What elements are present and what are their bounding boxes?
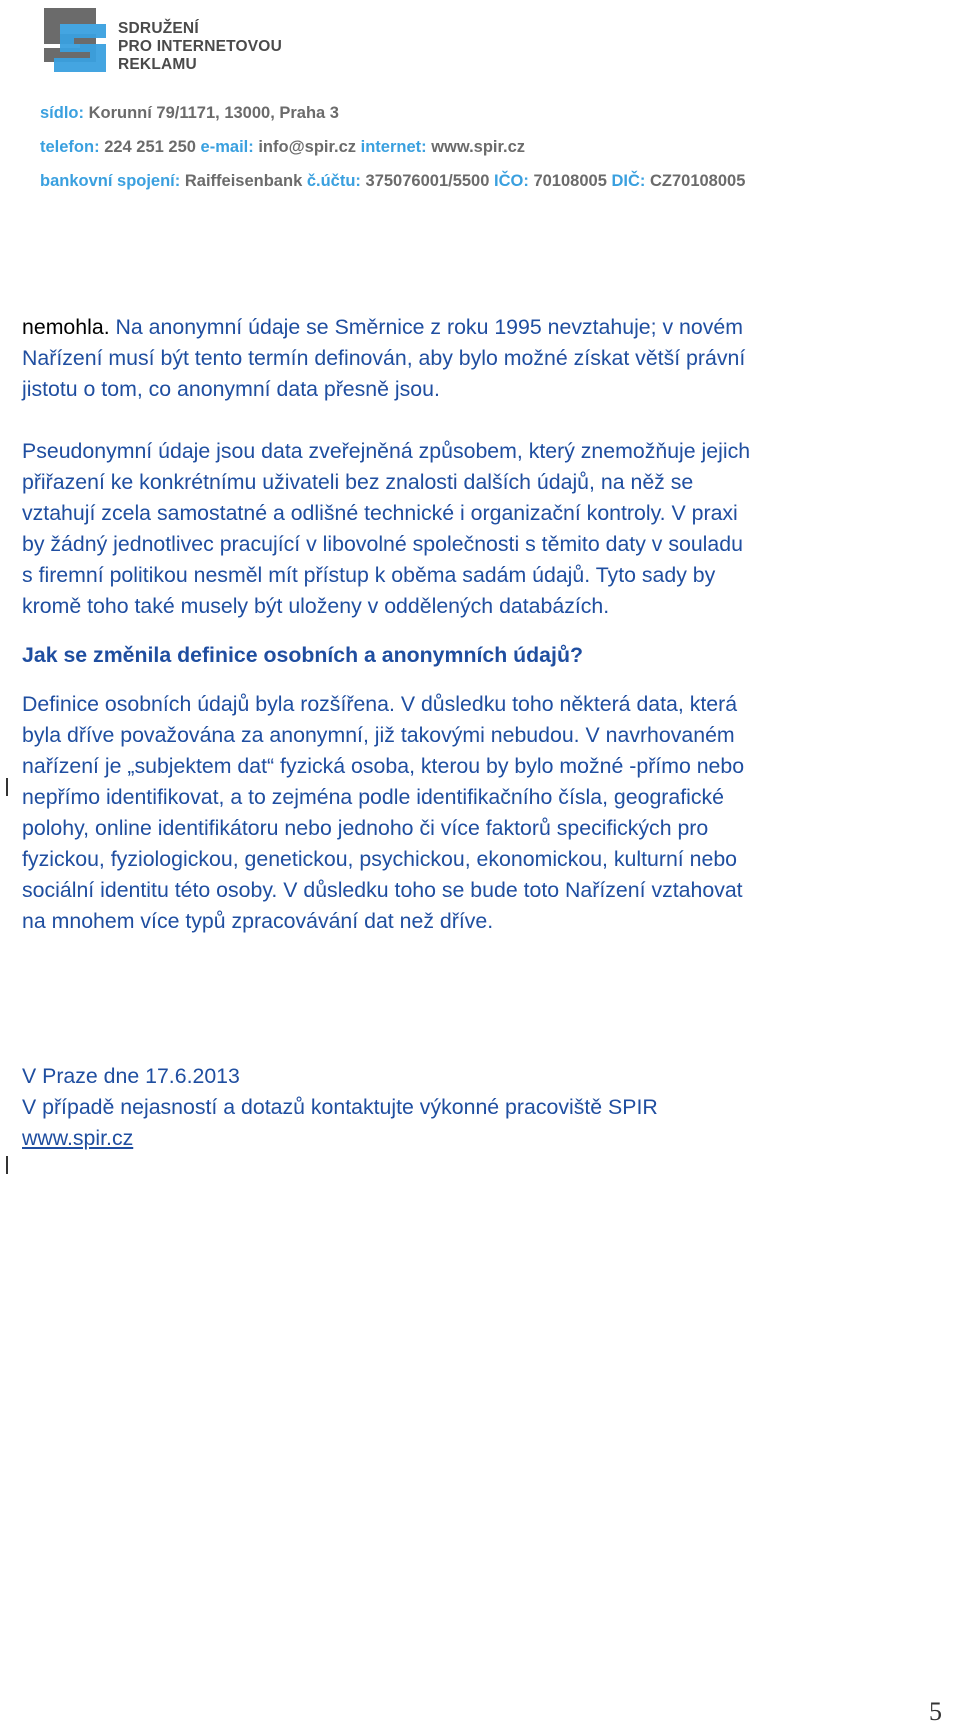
document-body [22, 312, 952, 1154]
spir-logo-icon [40, 4, 112, 76]
revision-bar [6, 1156, 8, 1174]
logo-wordmark [118, 20, 282, 74]
org-name-line2: PRO INTERNETOVOU [118, 38, 282, 55]
contact-note: V případě nejasností a dotazů kontaktujte výkonné pracoviště SPIR [22, 1095, 658, 1119]
bank-line: bankovní spojení: Raiffeisenbank č.účtu: 375076001/5500 IČO: 70108005 DIČ: CZ70108005 [40, 172, 746, 190]
section-heading: Jak se změnila definice osobních a anonymních údajů? [22, 643, 583, 667]
spir-logo [40, 2, 300, 80]
paragraph-pseudonymous: Pseudonymní údaje jsou data zveřejněná způsobem, který znemožňuje jejich přiřazení ke konkrétnímu uživateli bez znalosti dalších údajů, na něž se vztahují zcela samostatné a odlišné technické i organizační kontroly. V praxi by žádný jednotlivec pracující v libovolné společnosti s těmito daty v souladu s firemní politikou nesměl mít přístup k oběma sadám údajů. Tyto sady by kromě toho také musely být uloženy v oddělených databázích. [22, 439, 751, 618]
phone-email-line: telefon: 224 251 250 e-mail: info@spir.cz internet: www.spir.cz [40, 138, 526, 156]
paragraph-definition: Definice osobních údajů byla rozšířena. V důsledku toho některá data, která byla dříve považována za anonymní, již takovými nebudou. V navrhovaném nařízení je „subjektem dat“ fyzická osoba, kterou by bylo možné -přímo nebo nepřímo identifikovat, a to zejména podle identifikačního čísla, geografické polohy, online identifikátoru nebo jednoho či více faktorů specifických pro fyzickou, fyziologickou, genetickou, psychickou, ekonomickou, kulturní nebo sociální identitu této osoby. V důsledku toho se bude toto Nařízení vztahovat na mnohem více typů zpracovávání dat než dříve. [22, 692, 745, 933]
website-link[interactable]: www.spir.cz [431, 138, 526, 156]
paragraph-anonymous: nemohla. Na anonymní údaje se Směrnice z roku 1995 nevztahuje; v novém Nařízení musí být tento termín definován, aby bylo možné získat větší právní jistotu o tom, co anonymní data přesně jsou. [22, 315, 746, 401]
place-date: V Praze dne 17.6.2013 [22, 1064, 240, 1088]
spir-website-link[interactable]: www.spir.cz [22, 1126, 134, 1150]
org-name-line1: SDRUŽENÍ [118, 20, 199, 37]
page-number: 5 [929, 1697, 942, 1726]
address-line: sídlo: Korunní 79/1171, 13000, Praha 3 [40, 104, 339, 122]
org-name-line3: REKLAMU [118, 56, 197, 73]
email-link[interactable]: info@spir.cz [258, 138, 357, 156]
revision-bar [6, 778, 8, 796]
